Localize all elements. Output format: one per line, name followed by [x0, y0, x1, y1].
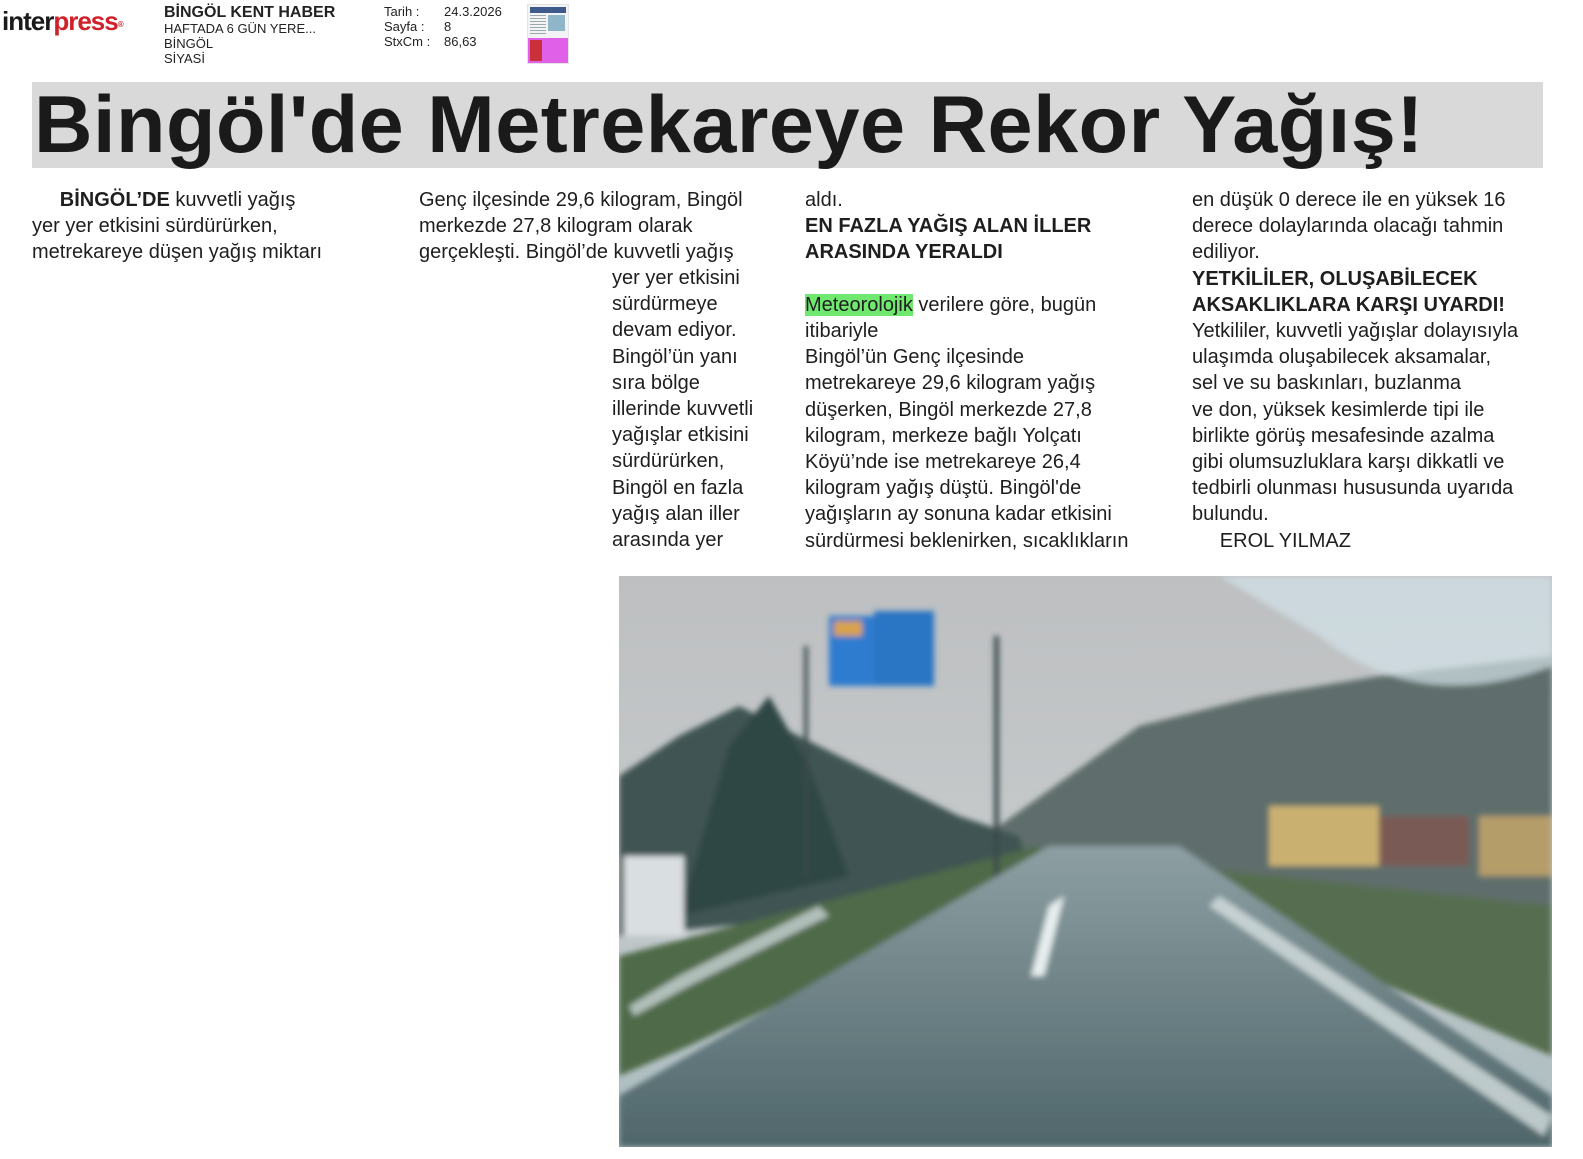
building-red — [1379, 816, 1469, 866]
publication-category: SİYASİ — [164, 51, 205, 66]
text-line: gibi olumsuzluklara karşı dikkatli ve — [1192, 451, 1505, 474]
text-line: kilogram yağış düştü. Bingöl'de — [805, 477, 1082, 500]
meta-row-page — [384, 19, 502, 34]
article-column-3 — [805, 187, 1128, 554]
text-line: bulundu. — [1192, 503, 1269, 526]
building-yellow-2 — [1479, 816, 1552, 876]
subheading-line: AKSAKLIKLARA KARŞI UYARDI! — [1192, 293, 1505, 316]
building-yellow — [1269, 806, 1379, 866]
publication-tagline: HAFTADA 6 GÜN YERE... — [164, 21, 316, 36]
text-fragment: kuvvetli yağış — [169, 189, 296, 211]
text-line: devam ediyor. — [612, 319, 737, 342]
article-column-1 — [32, 187, 322, 266]
text-line — [805, 292, 1128, 318]
meta-label: StxCm : — [384, 34, 431, 49]
text-line: sıra bölge — [612, 371, 700, 394]
road-sign-blue-2 — [874, 611, 934, 686]
text-line: düşerken, Bingöl merkezde 27,8 — [805, 398, 1092, 421]
thumbnail-ad — [530, 40, 542, 61]
thumbnail-picture — [548, 15, 565, 31]
meta-value: 24.3.2026 — [444, 4, 502, 19]
text-line: aldı. — [805, 189, 843, 211]
text-line: derece dolaylarında olacağı tahmin — [1192, 215, 1504, 238]
meta-label: Tarih : — [384, 4, 420, 19]
highlighted-keyword: Meteorolojik — [805, 293, 913, 316]
thumbnail-masthead — [530, 7, 566, 13]
meta-value: 8 — [444, 19, 452, 34]
logo-text-inter: inter — [2, 6, 54, 36]
text-line: metrekareye 29,6 kilogram yağış — [805, 372, 1096, 395]
text-line: metrekareye düşen yağış miktarı — [32, 241, 323, 264]
meta-row-date — [384, 4, 502, 19]
logo-registered-mark: ® — [117, 20, 123, 29]
text-line: Köyü’nde ise metrekareye 26,4 — [805, 451, 1081, 474]
text-line: sürdürmesi beklenirken, sıcaklıkların — [805, 529, 1129, 552]
text-line: yağışlar etkisini — [612, 424, 749, 447]
article-photo — [619, 576, 1552, 1147]
text-line: ediliyor. — [1192, 241, 1260, 264]
text-line: Yetkililer, kuvvetli yağışlar dolayısıyla — [1192, 320, 1519, 343]
subheading-line: ARASINDA YERALDI — [805, 241, 1003, 264]
text-line: ulaşımda oluşabilecek aksamalar, — [1192, 346, 1492, 369]
publication-city: BİNGÖL — [164, 36, 214, 51]
author-name: EROL YILMAZ — [1219, 529, 1351, 552]
text-line: gerçekleşti. Bingöl’de kuvvetli yağış — [419, 241, 734, 264]
road-sign-orange — [834, 621, 862, 636]
blank-line — [805, 266, 1128, 292]
meta-label: Sayfa : — [384, 19, 425, 34]
subheading-line: YETKİLİLER, OLUŞABİLECEK — [1192, 267, 1478, 290]
meta-row-stxcm — [384, 34, 502, 49]
text-line: Bingöl’ün Genç ilçesinde — [805, 346, 1025, 369]
text-line: illerinde kuvvetli — [612, 398, 754, 421]
text-line: yağışların ay sonuna kadar etkisini — [805, 503, 1112, 526]
text-fragment: verilere göre, bugün — [912, 293, 1097, 316]
byline — [1192, 528, 1518, 554]
text-line: yağış alan iller — [612, 502, 740, 525]
lead-bold: BİNGÖL’DE — [59, 189, 170, 211]
logo-text-press: press — [53, 6, 118, 36]
publication-info — [164, 4, 335, 66]
sign-pole-right — [994, 636, 999, 876]
text-line: sürdürürken, — [612, 450, 725, 473]
text-line: ve don, yüksek kesimlerde tipi ile — [1192, 398, 1485, 421]
text-line: merkezde 27,8 kilogram olarak — [419, 215, 693, 238]
text-line — [32, 187, 322, 213]
text-line: sel ve su baskınları, buzlanma — [1192, 372, 1462, 395]
text-line: arasında yer — [612, 529, 724, 552]
text-line: Bingöl’ün yanı — [612, 345, 738, 368]
sign-pole-left — [804, 646, 808, 876]
text-line: kilogram, merkeze bağlı Yolçatı — [805, 424, 1082, 447]
text-line: sürdürmeye — [612, 293, 718, 316]
car-left — [624, 856, 684, 936]
clipping-meta — [384, 4, 502, 49]
text-line: Genç ilçesinde 29,6 kilogram, Bingöl — [419, 189, 743, 211]
headline: Bingöl'de Metrekareye Rekor Yağış! — [34, 80, 1424, 170]
text-line: yer yer etkisini — [612, 267, 740, 289]
article-column-2 — [419, 187, 743, 266]
meta-value: 86,63 — [444, 34, 477, 49]
text-line: Bingöl en fazla — [612, 476, 744, 499]
text-line: birlikte görüş mesafesinde azalma — [1192, 424, 1495, 447]
text-line: tedbirli olunması hususunda uyarıda — [1192, 477, 1514, 500]
text-line: yer yer etkisini sürdürürken, — [32, 215, 278, 238]
subheading-line: EN FAZLA YAĞIŞ ALAN İLLER — [805, 215, 1092, 238]
thumbnail-text-block — [530, 15, 546, 35]
rainy-road-photo — [619, 576, 1552, 1147]
article-column-4 — [1192, 187, 1518, 554]
text-line: en düşük 0 derece ile en yüksek 16 — [1192, 189, 1506, 211]
interpress-logo — [2, 6, 123, 36]
publication-name: BİNGÖL KENT HABER — [164, 4, 336, 21]
page-thumbnail[interactable] — [527, 4, 569, 64]
text-line: itibariyle — [805, 320, 879, 343]
article-column-2-narrow — [612, 265, 753, 553]
